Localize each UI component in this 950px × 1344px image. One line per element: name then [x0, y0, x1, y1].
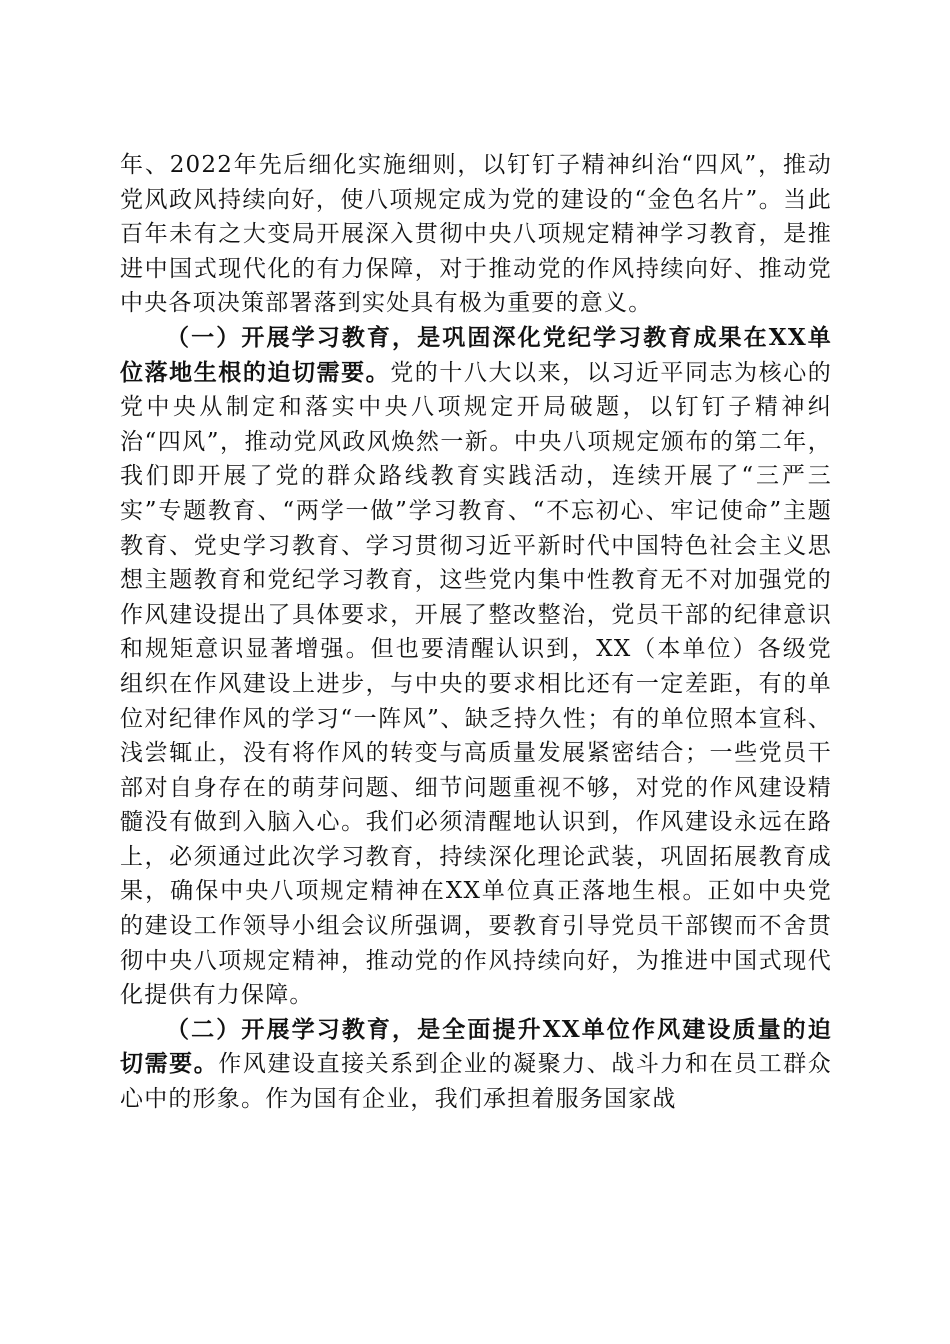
section-1-heading: （一）开展学习教育，是巩固深化党纪学习教育成果在XX单位落地生根的迫切需要。 [120, 323, 832, 386]
section-2-body: 作风建设直接关系到企业的凝聚力、战斗力和在员工群众心中的形象。作为国有企业，我们承担着服务国家战 [120, 1051, 832, 1113]
section-2-heading: （二）开展学习教育，是全面提升XX单位作风建设质量的迫切需要。 [120, 1015, 832, 1078]
paragraph-intro: 年、2022年先后细化实施细则，以钉钉子精神纠治“四风”，推动党风政风持续向好，使八项规定成为党的建设的“金色名片”。当此百年未有之大变局开展深入贯彻中央八项规定精神学习教育，是推进中国式现代化的有力保障，对于推动党的作风持续向好、推动党中央各项决策部署落到实处具有极为重要的意义。 [120, 152, 832, 317]
paragraph-section-2 [120, 1013, 832, 1117]
section-1-body: 党的十八大以来，以习近平同志为核心的党中央从制定和落实中央八项规定开局破题，以钉钉子精神纠治“四风”，推动党风政风焕然一新。中央八项规定颁布的第二年，我们即开展了党的群众路线教育实践活动，连续开展了“三严三实”专题教育、“两学一做”学习教育、“不忘初心、牢记使命”主题教育、党史学习教育、学习贯彻习近平新时代中国特色社会主义思想主题教育和党纪学习教育，这些党内集中性教育无不对加强党的作风建设提出了具体要求，开展了整改整治，党员干部的纪律意识和规矩意识显著增强。但也要清醒认识到，XX（本单位）各级党组织在作风建设上进步，与中央的要求相比还有一定差距，有的单位对纪律作风的学习“一阵风”、缺乏持久性；有的单位照本宣科、浅尝辄止，没有将作风的转变与高质量发展紧密结合；一些党员干部对自身存在的萌芽问题、细节问题重视不够，对党的作风建设精髓没有做到入脑入心。我们必须清醒地认识到，作风建设永远在路上，必须通过此次学习教育，持续深化理论武装，巩固拓展教育成果，确保中央八项规定精神在XX单位真正落地生根。正如中央党的建设工作领导小组会议所强调，要教育引导党员干部锲而不舍贯彻中央八项规定精神，推动党的作风持续向好，为推进中国式现代化提供有力保障。 [120, 359, 832, 1009]
paragraph-section-1 [120, 321, 832, 1013]
document-body [120, 148, 832, 1117]
